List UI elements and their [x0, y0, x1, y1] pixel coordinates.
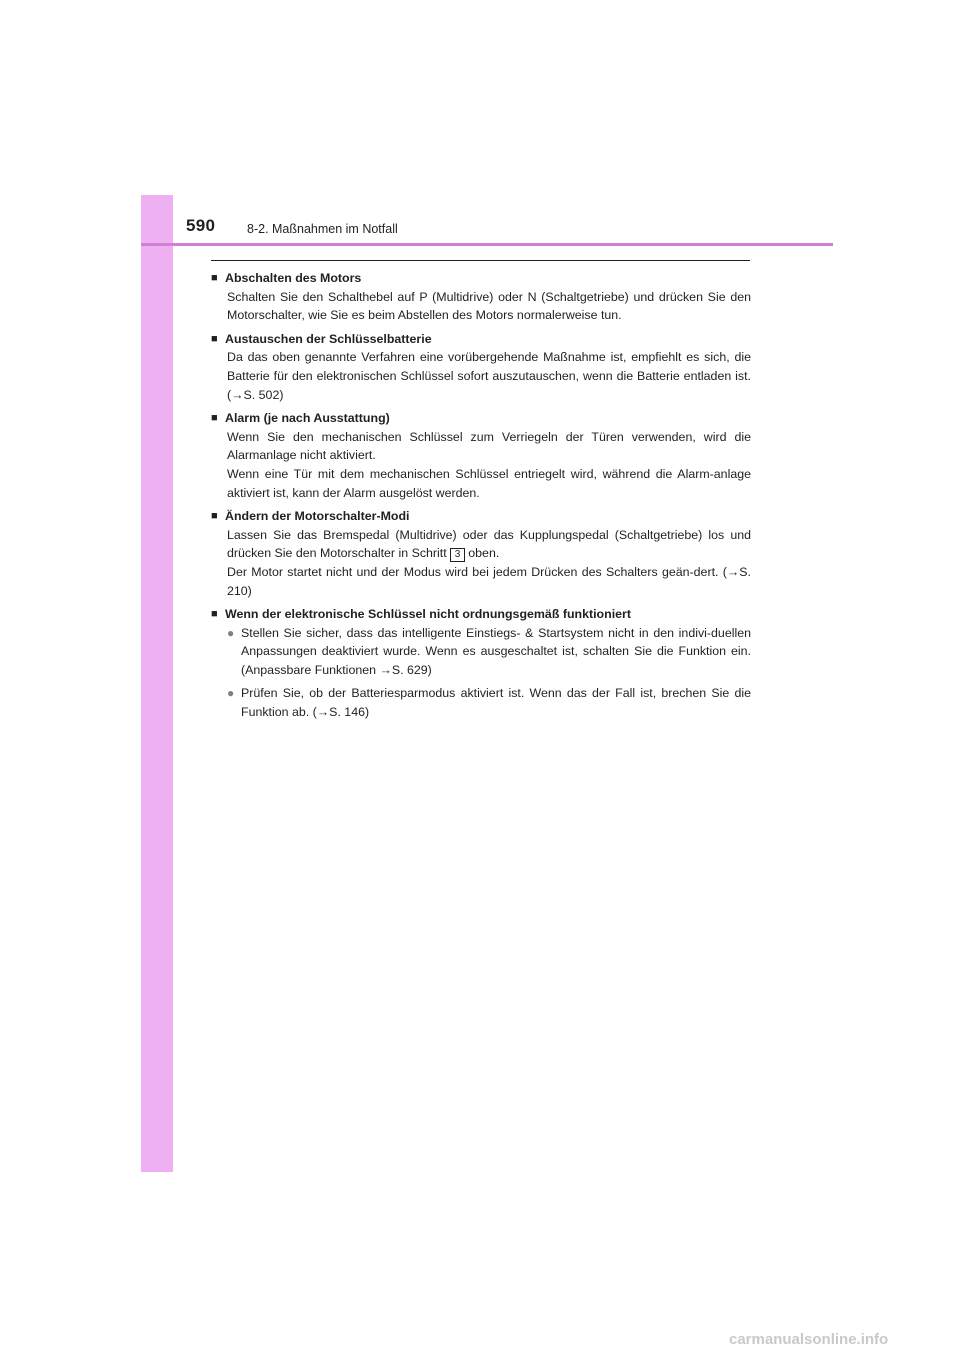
paragraph: Wenn eine Tür mit dem mechanischen Schlüssel entriegelt wird, während die Alarm-anlage aktiviert ist, kann der Alarm ausgelöst werden.: [227, 466, 751, 500]
paragraph: Da das oben genannte Verfahren eine vorübergehende Maßnahme ist, empfiehlt es sich, die Batterie für den elektronischen Schlüssel sofort auszutauschen, wenn die Batterie entladen ist. (→S. 502): [227, 350, 751, 402]
section-engine-off: [211, 269, 751, 325]
section-key-battery: [211, 330, 751, 404]
section-switch-modes: [211, 507, 751, 600]
section-alarm: [211, 409, 751, 502]
list-item: ● Prüfen Sie, ob der Batteriesparmodus aktiviert ist. Wenn das der Fall ist, brechen Sie die Funktion ab. (→S. 146): [211, 684, 751, 721]
section-heading: Alarm (je nach Ausstattung): [225, 411, 390, 426]
sidebar-tab: [141, 195, 173, 1172]
header-line: [141, 243, 833, 246]
square-bullet-icon: ■: [211, 510, 218, 523]
section-heading: Austauschen der Schlüsselbatterie: [225, 331, 432, 346]
section-title: 8-2. Maßnahmen im Notfall: [247, 222, 398, 236]
watermark: carmanualsonline.info: [729, 1331, 889, 1348]
section-heading: Abschalten des Motors: [225, 271, 362, 285]
step-number-box: 3: [450, 548, 466, 562]
section-key-malfunction: [211, 605, 751, 722]
content: [211, 269, 751, 727]
paragraph: Der Motor startet nicht und der Modus wird bei jedem Drücken des Schalters geän-dert. (→S. 210): [227, 564, 751, 598]
section-heading: Wenn der elektronische Schlüssel nicht ordnungsgemäß funktioniert: [225, 607, 631, 622]
paragraph: Lassen Sie das Bremspedal (Multidrive) oder das Kupplungspedal (Schaltgetriebe) los und drücken Sie den Motorschalter in Schritt 3 oben.: [227, 527, 751, 561]
circle-bullet-icon: ●: [227, 686, 235, 701]
square-bullet-icon: ■: [211, 272, 218, 284]
paragraph: Wenn Sie den mechanischen Schlüssel zum Verriegeln der Türen verwenden, wird die Alarmanlage nicht aktiviert.: [227, 429, 751, 463]
list-item: ● Stellen Sie sicher, dass das intelligente Einstiegs- & Startsystem nicht in den indivi-duellen Anpassungen deaktiviert wurde. Wenn es ausgeschaltet ist, schalten Sie die Funktion ein. (Anpassbare Funktionen →S. 629): [211, 624, 751, 680]
square-bullet-icon: ■: [211, 332, 218, 345]
section-heading: Ändern der Motorschalter-Modi: [225, 509, 410, 524]
paragraph: Schalten Sie den Schalthebel auf P (Multidrive) oder N (Schaltgetriebe) und drücken Sie den Motorschalter, wie Sie es beim Abstellen des Motors normalerweise tun.: [227, 289, 751, 323]
top-rule: [211, 260, 750, 261]
page-number: 590: [186, 216, 216, 235]
square-bullet-icon: ■: [211, 412, 218, 425]
circle-bullet-icon: ●: [227, 625, 235, 640]
square-bullet-icon: ■: [211, 608, 218, 621]
